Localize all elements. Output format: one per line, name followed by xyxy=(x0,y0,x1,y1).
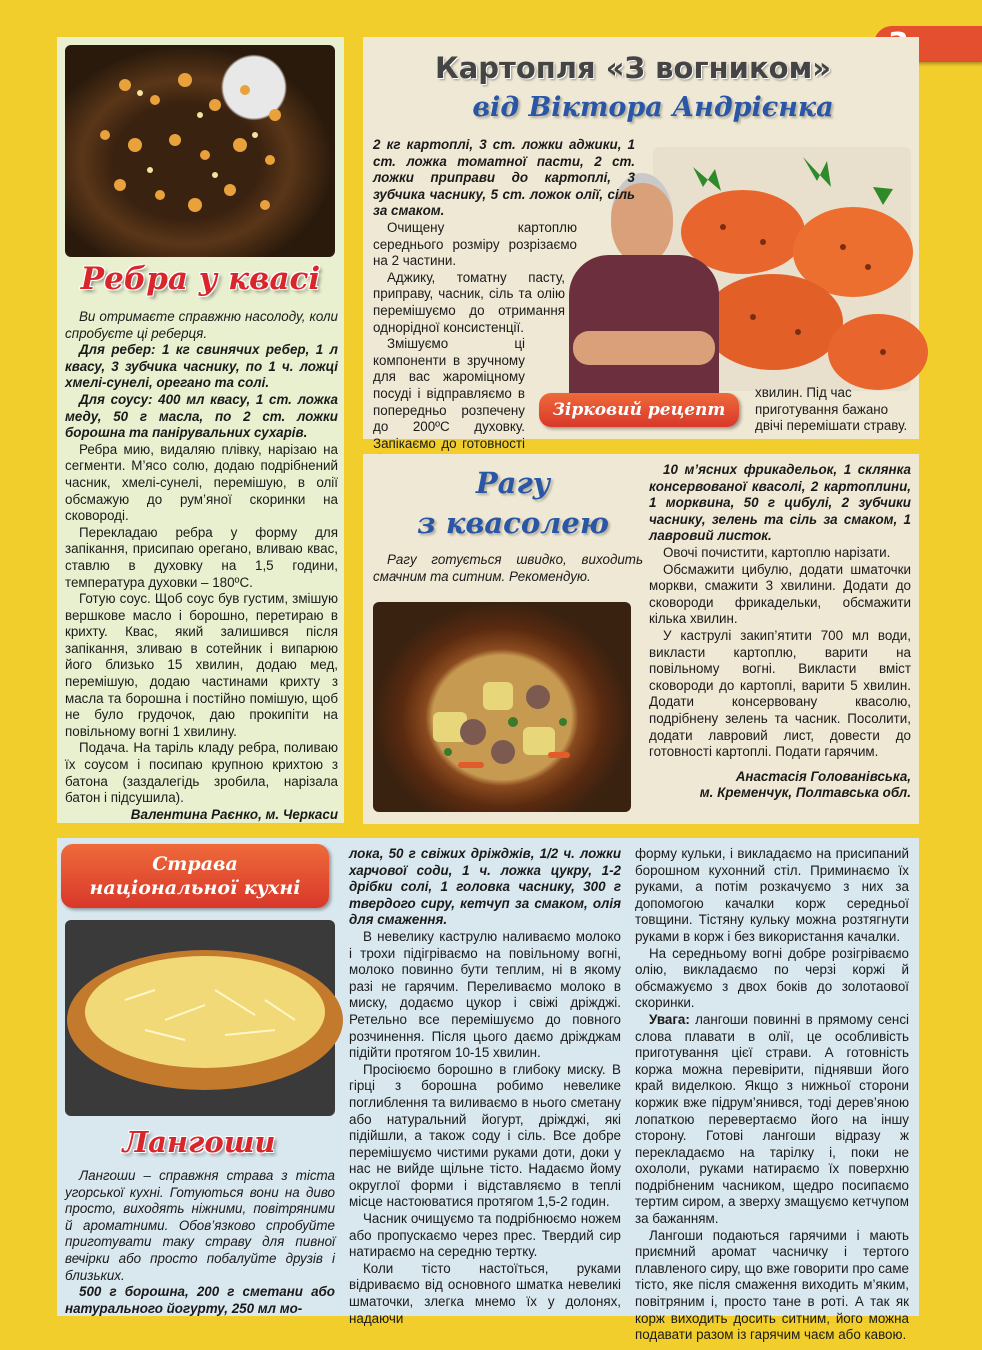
langosh-col2 xyxy=(349,846,621,1327)
potato-text-tail: хвилин. Під час приготування бажано двічі перемішати страву. xyxy=(755,385,908,434)
potato-step: Змішуємо ці компоненти в зручному для вас жароміцному посуді і відправляємо в попередньо розпечену до 200ºС духовку. Запікаємо до готовності xyxy=(373,336,525,451)
ribs-panel xyxy=(57,37,344,823)
langosh-intro: Лангоши – справжня страва з тіста угорської кухні. Готуються вони на диво просто, виходять ніжними, повітряними й ароматними. Обов’язково спробуйте приготувати таку страву для пивної вечірки або просто побалуйте друзів і близьких. xyxy=(65,1168,335,1283)
potato-ingredients: 2 кг картоплі, 3 ст. ложки аджики, 1 ст. ложка томатної пасти, 2 ст. ложки приправи до картоплі, 3 зубчика часнику, 5 ст. ложок олії, сіль за смаком. xyxy=(373,137,635,219)
ragout-ingredients: 10 м’ясних фрикадельок, 1 склянка консервованої квасолі, 2 картоплини, 1 морквина, 50 г цибулі, 2 зубчики часнику, зелень та сіль за смаком, 1 лавровий листок. xyxy=(649,462,911,544)
ribs-ingredients: Для ребер: 1 кг свинячих ребер, 1 л квасу, 3 зубчика часнику, по 1 ч. ложці хмелі-сунелі, орегано та солі. xyxy=(65,342,338,391)
ragout-image xyxy=(373,602,631,812)
langosh-step: Просіюємо борошно в глибоку миску. В гірці з борошна робимо невелике поглиблення та виливаємо в нього сметану або натуральний йогурт, дріжджі, які підійшли, а також соду і сіль. Все добре перемішуємо чистими руками доти, доки у нас не вийде щільне тісто. Надаємо йому округлої форми і відставляємо в теплі місце настоюватися протягом 1,5-2 годин. xyxy=(349,1061,621,1210)
ragout-step: Обсмажити цибулю, додати шматочки моркви, смажити 3 хвилини. Додати до сковороди фрикадельки, обсмажити кілька хвилин. xyxy=(649,561,911,627)
langosh-ingredients-cont: лока, 50 г свіжих дріжджів, 1/2 ч. ложки харчової соди, 1 ч. ложка цукру, 1-2 дрібки солі, 1 головка часнику, 300 г твердого сиру, кетчуп за смаком, олія для смаження. xyxy=(349,846,621,928)
ragout-intro: Рагу готується швидко, виходить смачним та ситним. Рекомендую. xyxy=(373,552,643,584)
langosh-photo xyxy=(65,920,335,1116)
ragout-text xyxy=(649,462,911,802)
langosh-note-label: Увага: xyxy=(649,1011,690,1027)
ribs-step: Готую соус. Щоб соус був густим, змішую вершкове масло і борошно, перетираю в крихту. Квас, який залишився після запікання, зливаю в сотейник і випарюю його близько 15 хвилин, додаю мед, перемішую, додаю частинами крихту з масла та борошна і постійно помішую, щоб не було грудочок, даю прокипіти на повільному вогні 1 хвилину. xyxy=(65,591,338,739)
langosh-step: форму кульки, і викладаємо на присипаний борошном кухонний стіл. Приминаємо їх руками, а потім розкачуємо з них за допомогою качалки корж середньої товщини. Тістяну кульку можна розтягнути руками в корж і без використання качалки. xyxy=(635,846,909,944)
ribs-sauce-ingredients: Для соусу: 400 мл квасу, 1 ст. ложка меду, 50 г масла, по 2 ст. ложки борошна та панірувальних сухарів. xyxy=(65,391,338,441)
ragout-title-line2: з квасолею xyxy=(417,506,609,540)
ribs-image xyxy=(65,45,335,257)
potato-panel xyxy=(363,37,919,451)
potato-step: Аджику, томатну пасту, приправу, часник, сіль та олію перемішуємо до отримання однорідної консистенції. xyxy=(373,269,565,335)
ribs-photo xyxy=(65,45,335,257)
ragout-step: У каструлі закип’ятити 700 мл води, викласти картоплю, варити на повільному вогні. Викласти вміст сковороди до картоплі, варити 5 хвилин. Додати консервовану квасолю, подрібнену зелень та часник. Посолити, додати лавровий лист, довести до готовності картоплі. Подати гарячим. xyxy=(649,627,911,760)
langosh-step: В невелику каструлю наливаємо молоко і трохи підігріваємо на повільному вогні, молоко повинно бути теплим, ні в якому разі не гарячим. Переливаємо молоко в миску, додаємо цукор і свіжі дріжджі. Ретельно все перемішуємо до повного розчинення. Після цього даємо дріжджам підійти протягом 10-15 хвилин. xyxy=(349,928,621,1061)
potato-step: Очищену картоплю середнього розміру розрізаємо на 2 частини. xyxy=(373,219,577,269)
ribbon-line1: Страва xyxy=(152,853,238,875)
ribs-author: Валентина Раєнко, м. Черкаси xyxy=(130,806,338,822)
langosh-image xyxy=(65,920,335,1116)
ragout-author-city: м. Кременчук, Полтавська обл. xyxy=(699,785,911,801)
ribs-step: Перекладаю ребра у форму для запікання, присипаю орегано, вливаю квас, ставлю в духовку на 1,5 години, температура духовки – 180ºС. xyxy=(65,524,338,590)
langosh-title: Лангоши xyxy=(122,1125,276,1159)
langosh-note-text: лангоши повинні в прямому сенсі слова плавати в олії, це особливість приготування цієї страви. А готовність коржа можна перевірити, піднявши його край виделкою. Якщо з нижньої сторони коржик вже підрум’янився, тоді дерев’яною лопаткою перевертаємо його на іншу сторону. Готові лангоши відразу ж перекладаємо на тарілку і, поки не охололи, руками натираємо їх поверхню подрібненим часником, щедро посипаємо тертим сиром, а зверху змащуємо кетчупом за бажанням. xyxy=(635,1011,909,1227)
national-cuisine-ribbon xyxy=(61,844,329,908)
langosh-ingredients: 500 г борошна, 200 г сметани або натурального йогурту, 250 мл мо- xyxy=(65,1284,335,1316)
langosh-step: На середньому вогні добре розігріваємо олію, викладаємо по черзі коржі й обсмажуємо з двох боків до золотаової скоринки. xyxy=(635,945,909,1011)
ribs-intro: Ви отримаєте справжню насолоду, коли спробуєте ці реберця. xyxy=(65,309,338,341)
ragout-photo xyxy=(373,602,631,812)
ribs-title: Ребра у квасі xyxy=(80,261,321,297)
ragout-title-line1: Рагу xyxy=(475,466,551,500)
potato-title-line2: від Віктора Андрієнка xyxy=(472,92,834,123)
langosh-col3 xyxy=(635,846,909,1344)
ragout-panel xyxy=(363,454,919,824)
ragout-author: Анастасія Голованівська, xyxy=(735,768,911,784)
ribs-step: Подача. На таріль кладу ребра, поливаю їх соусом і посипаю крупною крихтою з батона (заздалегідь зробила, нарізала батон і підсушила). xyxy=(65,740,338,806)
langosh-panel xyxy=(57,838,919,1343)
ragout-step: Овочі почистити, картоплю нарізати. xyxy=(663,544,891,560)
langosh-intro-block xyxy=(65,1168,335,1317)
ribs-step: Ребра мию, видаляю плівку, нарізаю на сегменти. М’ясо солю, додаю подрібнений часник, хмелі-сунелі, перемішую, в олії обсмажую до рум’яної скоринки на сковороді. xyxy=(65,441,338,524)
ribbon-line2: національної кухні xyxy=(89,877,301,899)
ribs-text xyxy=(65,309,338,823)
langosh-step: Коли тісто настоїться, руками відриваємо від основного шматка невеликі шматочки, злегка мнемо їх у долонях, надаючи xyxy=(349,1260,621,1326)
potato-title-line1: Картопля «З вогником» xyxy=(434,51,832,85)
langosh-note xyxy=(635,1012,909,1228)
star-recipe-badge: Зірковий рецепт xyxy=(539,393,739,427)
langosh-step: Лангоши подаються гарячими і мають приємний аромат часничку і тертого плавленого сиру, що вже говорити про саме тісто, яке після смаження виходить м’яким, повітряним і, просто тане в роті. А так як корж виходить досить ситним, його можна подавати разом із гарячим чаєм або кавою. xyxy=(635,1227,909,1343)
langosh-step: Часник очищуємо та подрібнюємо ножем або пропускаємо через прес. Твердий сир натираємо на середню тертку. xyxy=(349,1211,621,1260)
